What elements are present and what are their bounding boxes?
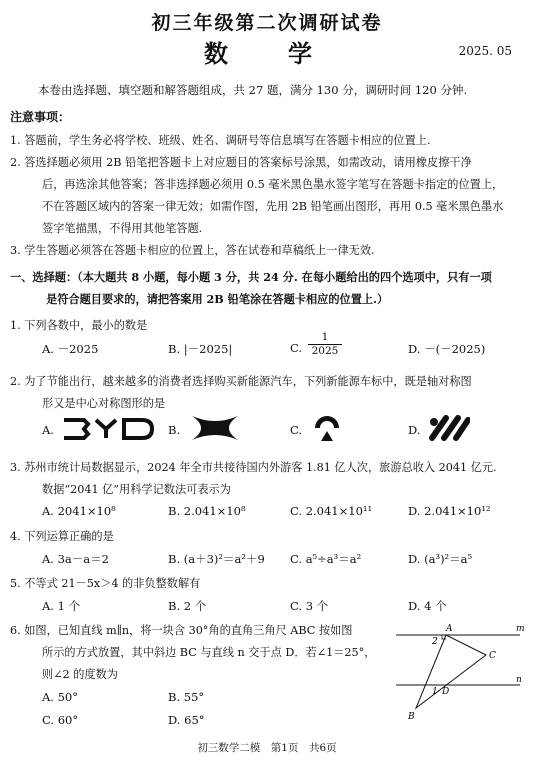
q4-option-a: A. 3a－a＝2 xyxy=(42,552,109,566)
byd-logo xyxy=(62,416,158,442)
q3-option-b: B. 2.041×10⁸ xyxy=(168,504,246,518)
q2-option-c: C. xyxy=(290,423,303,437)
question-6-stem-cont: 则∠2 的度数为 xyxy=(42,668,118,681)
q3-option-c: C. 2.041×10¹¹ xyxy=(290,504,373,518)
x-shaped-logo xyxy=(190,414,240,442)
q6-geometry-figure xyxy=(390,618,526,722)
question-6-stem-cont: 所示的方式放置，其中斜边 BC 与直线 n 交于点 D．若∠1＝25°， xyxy=(42,646,376,659)
stripe-logo xyxy=(428,414,470,442)
notice-item-cont: 签字笔描黑，不得用其他笔答题. xyxy=(42,222,203,235)
fraction-numerator: 1 xyxy=(308,331,342,345)
q4-option-d: D. (a³)²＝a⁵ xyxy=(408,552,473,566)
nio-logo xyxy=(312,413,342,443)
notice-item: 2. 答选择题必须用 2B 铅笔把答题卡上对应题目的答案标号涂黑，如需改动，请用橡皮擦干净 xyxy=(10,156,472,169)
q1-option-a: A. －2025 xyxy=(42,342,99,356)
q6-option-b: B. 55° xyxy=(168,690,205,704)
label-angle-1: 1 xyxy=(432,687,438,697)
question-5-stem: 5. 不等式 21－5x＞4 的非负整数解有 xyxy=(10,577,201,590)
notice-item: 3. 学生答题必须答在答题卡相应的位置上，答在试卷和草稿纸上一律无效. xyxy=(10,244,375,257)
notice-item-cont: 后，再选涂其他答案；答非选择题必须用 0.5 毫米黑色墨水签字笔写在答题卡指定的位置上， xyxy=(42,178,504,191)
q3-option-a: A. 2041×10⁸ xyxy=(42,504,116,518)
question-4-stem: 4. 下列运算正确的是 xyxy=(10,530,114,543)
q1-option-c-fraction xyxy=(308,331,342,358)
q1-option-b: B. |－2025| xyxy=(168,342,233,356)
q5-option-a: A. 1 个 xyxy=(42,599,81,613)
notice-heading: 注意事项： xyxy=(10,110,71,124)
q5-option-c: C. 3 个 xyxy=(290,599,329,613)
label-c: C xyxy=(489,651,496,661)
question-2-stem-cont: 形又是中心对称图形的是 xyxy=(42,397,166,410)
label-a: A xyxy=(446,624,453,634)
triangle-abc xyxy=(416,635,486,708)
q1-option-d: D. －(－2025) xyxy=(408,342,486,356)
subject-title: 数 学 xyxy=(204,39,330,68)
q4-option-c: C. a⁵÷a³＝a² xyxy=(290,552,362,566)
question-1-stem: 1. 下列各数中，最小的数是 xyxy=(10,319,148,332)
question-2-stem: 2. 为了节能出行，越来越多的消费者选择购买新能源汽车，下列新能源车标中，既是轴对称图 xyxy=(10,375,472,388)
exam-title: 初三年级第二次调研试卷 xyxy=(151,12,383,34)
q2-option-a: A. xyxy=(42,423,54,437)
question-3-stem: 3. 苏州市统计局数据显示，2024 年全市共接待国内外游客 1.81 亿人次，旅游总收入 2041 亿元. xyxy=(10,461,497,474)
q4-option-b: B. (a＋3)²＝a²＋9 xyxy=(168,552,265,566)
page-footer: 初三数学二模 第1页 共6页 xyxy=(197,742,337,754)
exam-date: 2025. 05 xyxy=(458,44,512,58)
q6-option-d: D. 65° xyxy=(168,713,205,727)
q5-option-d: D. 4 个 xyxy=(408,599,447,613)
notice-item-cont: 不在答题区域内的答案一律无效；如需作图，先用 2B 铅笔画出图形，再用 0.5 毫米黑色墨水 xyxy=(42,200,504,213)
exam-intro: 本卷由选择题、填空题和解答题组成，共 27 题，满分 130 分，调研时间 120 分钟. xyxy=(38,83,468,97)
q1-option-c-label: C. xyxy=(290,341,303,355)
section-heading: 一、选择题：（本大题共 8 小题，每小题 3 分，共 24 分. 在每小题给出的四个选项中，只有一项 xyxy=(10,270,492,284)
q6-option-a: A. 50° xyxy=(42,690,78,704)
question-6-stem: 6. 如图，已知直线 m∥n，将一块含 30°角的直角三角尺 ABC 按如图 xyxy=(10,624,353,637)
q2-option-b: B. xyxy=(168,423,181,437)
fraction-denominator: 2025 xyxy=(311,345,339,357)
section-heading-cont: 是符合题目要求的，请把答案用 2B 铅笔涂在答题卡相应的位置上.） xyxy=(46,292,389,306)
question-3-stem-cont: 数据“2041 亿”用科学记数法可表示为 xyxy=(42,483,231,496)
label-d: D xyxy=(442,687,450,697)
label-m: m xyxy=(516,624,525,634)
label-b: B xyxy=(408,712,415,722)
q2-option-d: D. xyxy=(408,423,421,437)
q5-option-b: B. 2 个 xyxy=(168,599,207,613)
q3-option-d: D. 2.041×10¹² xyxy=(408,504,491,518)
label-n: n xyxy=(516,675,522,685)
q6-option-c: C. 60° xyxy=(42,713,79,727)
notice-item: 1. 答题前，学生务必将学校、班级、姓名、调研号等信息填写在答题卡相应的位置上. xyxy=(10,134,431,147)
label-angle-2: 2 xyxy=(432,637,438,647)
